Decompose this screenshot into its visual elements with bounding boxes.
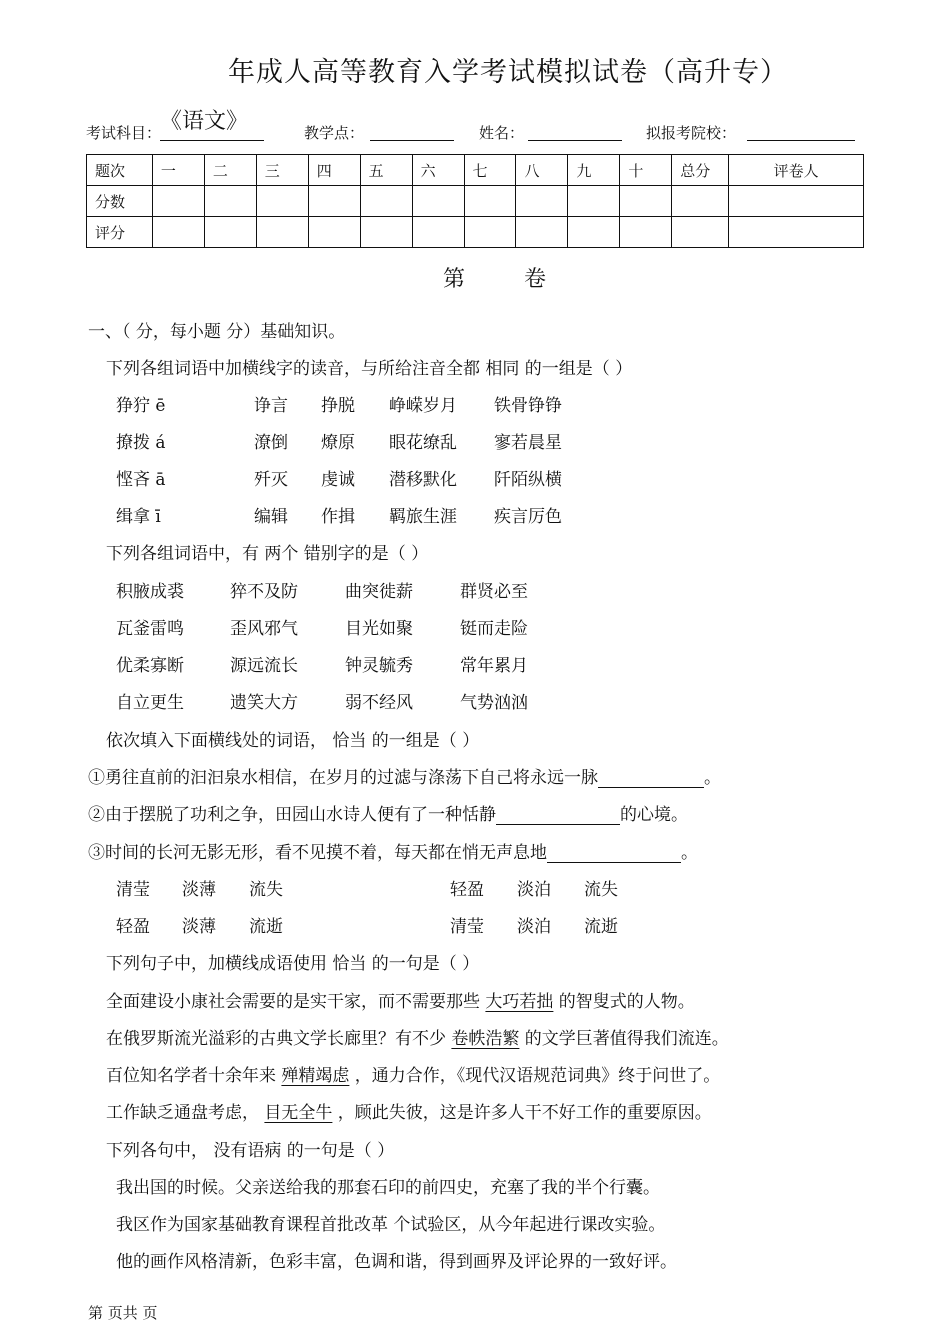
table-cell[interactable] bbox=[152, 217, 204, 248]
exam-title: 年成人高等教育入学考试模拟试卷（高升专） bbox=[228, 57, 788, 88]
question-stem: 下列各句中， 没有语病 的一句是（ ） bbox=[106, 1141, 395, 1161]
sentence-text: 的智叟式的人物。 bbox=[553, 992, 695, 1012]
table-header-cell: 七 bbox=[464, 155, 516, 186]
option-pinyin: 撩拨 á bbox=[116, 433, 166, 453]
table-cell[interactable] bbox=[204, 186, 256, 217]
table-cell[interactable] bbox=[516, 186, 568, 217]
sentence-text: 全面建设小康社会需要的是实干家，而不需要那些 bbox=[106, 992, 486, 1012]
score-table-header-row bbox=[87, 155, 864, 186]
table-cell[interactable] bbox=[256, 186, 308, 217]
table-cell[interactable] bbox=[256, 217, 308, 248]
table-header-cell: 评卷人 bbox=[729, 155, 864, 186]
option-word: 优柔寡断 bbox=[116, 656, 184, 676]
underlined-idiom: 大巧若拙 bbox=[485, 992, 554, 1012]
option-sentence bbox=[106, 987, 695, 1012]
sentence-text: 的文学巨著值得我们流连。 bbox=[519, 1029, 729, 1049]
option-word: 曲突徙薪 bbox=[345, 582, 413, 602]
name-field[interactable] bbox=[528, 140, 622, 141]
option-word: 清莹 bbox=[450, 917, 484, 937]
school-label: 拟报考院校： bbox=[646, 124, 737, 142]
part-title: 第 卷 bbox=[443, 267, 572, 292]
site-label: 教学点： bbox=[304, 124, 365, 142]
table-header-cell: 九 bbox=[568, 155, 620, 186]
option-word: 轻盈 bbox=[116, 917, 150, 937]
option-word: 歼灭 bbox=[254, 470, 288, 490]
option-word: 流逝 bbox=[584, 917, 618, 937]
option-word: 积腋成裘 bbox=[116, 582, 184, 602]
sentence-end: 的心境。 bbox=[620, 805, 688, 825]
table-header-cell: 总分 bbox=[672, 155, 729, 186]
option-sentence: 他的画作风格清新，色彩丰富，色调和谐，得到画界及评论界的一致好评。 bbox=[116, 1252, 677, 1272]
subject-underline bbox=[160, 140, 264, 141]
site-field[interactable] bbox=[370, 140, 454, 141]
table-header-cell: 五 bbox=[360, 155, 412, 186]
grade-row bbox=[87, 217, 864, 248]
option-sentence: 我出国的时候。父亲送给我的那套石印的前四史，充塞了我的半个行囊。 bbox=[116, 1178, 660, 1198]
option-word: 轻盈 bbox=[450, 880, 484, 900]
option-sentence bbox=[106, 1098, 712, 1123]
table-header-cell: 八 bbox=[516, 155, 568, 186]
underlined-idiom: 殚精竭虑 bbox=[281, 1066, 350, 1086]
option-pinyin: 悭吝 ā bbox=[116, 470, 166, 490]
table-cell[interactable] bbox=[464, 186, 516, 217]
sentence-text: ②由于摆脱了功利之争，田园山水诗人便有了一种恬静 bbox=[88, 805, 496, 825]
score-table bbox=[86, 154, 864, 248]
option-word: 清莹 bbox=[116, 880, 150, 900]
option-word: 潦倒 bbox=[254, 433, 288, 453]
option-word: 眼花缭乱 bbox=[389, 433, 457, 453]
option-word: 气势汹汹 bbox=[460, 693, 528, 713]
option-word: 瓦釜雷鸣 bbox=[116, 619, 184, 639]
fill-sentence bbox=[88, 763, 721, 788]
underlined-idiom: 目无全牛 bbox=[264, 1103, 333, 1123]
option-word: 常年累月 bbox=[460, 656, 528, 676]
option-word: 潜移默化 bbox=[389, 470, 457, 490]
option-word: 峥嵘岁月 bbox=[389, 396, 457, 416]
option-word: 燎原 bbox=[321, 433, 355, 453]
table-cell[interactable] bbox=[308, 217, 360, 248]
table-cell[interactable] bbox=[672, 217, 729, 248]
table-cell[interactable] bbox=[729, 217, 864, 248]
table-header-cell: 一 bbox=[152, 155, 204, 186]
sentence-text: ③时间的长河无影无形，看不见摸不着，每天都在悄无声息地 bbox=[88, 843, 547, 863]
table-cell[interactable] bbox=[672, 186, 729, 217]
option-word: 作揖 bbox=[321, 507, 355, 527]
option-word: 目光如聚 bbox=[345, 619, 413, 639]
question-stem: 依次填入下面横线处的词语， 恰当 的一组是（ ） bbox=[106, 731, 480, 751]
sentence-text: ，通力合作，《现代汉语规范词典》终于问世了。 bbox=[349, 1066, 721, 1086]
option-word: 流失 bbox=[249, 880, 283, 900]
sentence-text: ①勇往直前的汩汩泉水相信，在岁月的过滤与涤荡下自己将永远一脉 bbox=[88, 768, 598, 788]
table-cell[interactable] bbox=[516, 217, 568, 248]
option-word: 流失 bbox=[584, 880, 618, 900]
table-cell[interactable] bbox=[412, 217, 464, 248]
row-label: 分数 bbox=[87, 186, 153, 217]
option-pinyin: 缉拿 ī bbox=[116, 507, 161, 527]
option-word: 淡泊 bbox=[517, 917, 551, 937]
name-label: 姓名： bbox=[479, 124, 525, 142]
question-stem: 下列各组词语中加横线字的读音，与所给注音全都 相同 的一组是（ ） bbox=[106, 359, 633, 379]
table-header-cell: 十 bbox=[620, 155, 672, 186]
option-word: 阡陌纵横 bbox=[494, 470, 562, 490]
table-cell[interactable] bbox=[360, 217, 412, 248]
option-sentence: 我区作为国家基础教育课程首批改革 个试验区，从今年起进行课改实验。 bbox=[116, 1215, 666, 1235]
fill-sentence bbox=[88, 838, 698, 863]
option-word: 流逝 bbox=[249, 917, 283, 937]
option-word: 钟灵毓秀 bbox=[345, 656, 413, 676]
option-word: 淡薄 bbox=[182, 917, 216, 937]
option-pinyin: 狰狞 ē bbox=[116, 396, 166, 416]
option-word: 虔诚 bbox=[321, 470, 355, 490]
table-header-cell: 四 bbox=[308, 155, 360, 186]
table-cell[interactable] bbox=[412, 186, 464, 217]
table-header-cell: 六 bbox=[412, 155, 464, 186]
option-word: 弱不经风 bbox=[345, 693, 413, 713]
table-cell[interactable] bbox=[152, 186, 204, 217]
sentence-text: 工作缺乏通盘考虑， bbox=[106, 1103, 265, 1123]
option-word: 猝不及防 bbox=[230, 582, 298, 602]
school-field[interactable] bbox=[747, 140, 855, 141]
option-word: 淡泊 bbox=[517, 880, 551, 900]
table-header-cell: 二 bbox=[204, 155, 256, 186]
option-word: 疾言厉色 bbox=[494, 507, 562, 527]
fill-blank[interactable] bbox=[547, 844, 681, 863]
option-word: 编辑 bbox=[254, 507, 288, 527]
sentence-text: 百位知名学者十余年来 bbox=[106, 1066, 282, 1086]
sentence-text: ，顾此失彼，这是许多人干不好工作的重要原因。 bbox=[332, 1103, 712, 1123]
table-cell[interactable] bbox=[620, 186, 672, 217]
table-cell[interactable] bbox=[568, 186, 620, 217]
table-cell[interactable] bbox=[464, 217, 516, 248]
option-word: 歪风邪气 bbox=[230, 619, 298, 639]
page-number: 第 页共 页 bbox=[88, 1304, 158, 1322]
fill-blank[interactable] bbox=[598, 769, 704, 788]
table-header-cell: 题次 bbox=[87, 155, 153, 186]
table-cell[interactable] bbox=[729, 186, 864, 217]
option-word: 源远流长 bbox=[230, 656, 298, 676]
table-cell[interactable] bbox=[620, 217, 672, 248]
option-word: 群贤必至 bbox=[460, 582, 528, 602]
section-heading: 一、（ 分，每小题 分）基础知识。 bbox=[88, 322, 346, 342]
option-word: 羁旅生涯 bbox=[389, 507, 457, 527]
option-word: 铁骨铮铮 bbox=[494, 396, 562, 416]
sentence-end: 。 bbox=[681, 843, 698, 863]
question-stem: 下列各组词语中，有 两个 错别字的是（ ） bbox=[106, 544, 429, 564]
table-cell[interactable] bbox=[568, 217, 620, 248]
row-label: 评分 bbox=[87, 217, 153, 248]
table-header-cell: 三 bbox=[256, 155, 308, 186]
fill-sentence bbox=[88, 800, 688, 825]
option-word: 淡薄 bbox=[182, 880, 216, 900]
option-sentence bbox=[106, 1024, 729, 1049]
table-cell[interactable] bbox=[360, 186, 412, 217]
option-word: 遗笑大方 bbox=[230, 693, 298, 713]
option-word: 寥若晨星 bbox=[494, 433, 562, 453]
option-sentence bbox=[106, 1061, 720, 1086]
subject-value: 《语文》 bbox=[160, 109, 249, 134]
score-row bbox=[87, 186, 864, 217]
sentence-end: 。 bbox=[704, 768, 721, 788]
option-word: 自立更生 bbox=[116, 693, 184, 713]
subject-label: 考试科目： bbox=[86, 124, 162, 142]
question-stem: 下列句子中，加横线成语使用 恰当 的一句是（ ） bbox=[106, 954, 480, 974]
table-cell[interactable] bbox=[308, 186, 360, 217]
fill-blank[interactable] bbox=[496, 806, 620, 825]
sentence-text: 在俄罗斯流光溢彩的古典文学长廊里？有不少 bbox=[106, 1029, 452, 1049]
option-word: 诤言 bbox=[254, 396, 288, 416]
underlined-idiom: 卷帙浩繁 bbox=[451, 1029, 520, 1049]
option-word: 铤而走险 bbox=[460, 619, 528, 639]
option-word: 挣脱 bbox=[321, 396, 355, 416]
table-cell[interactable] bbox=[204, 217, 256, 248]
